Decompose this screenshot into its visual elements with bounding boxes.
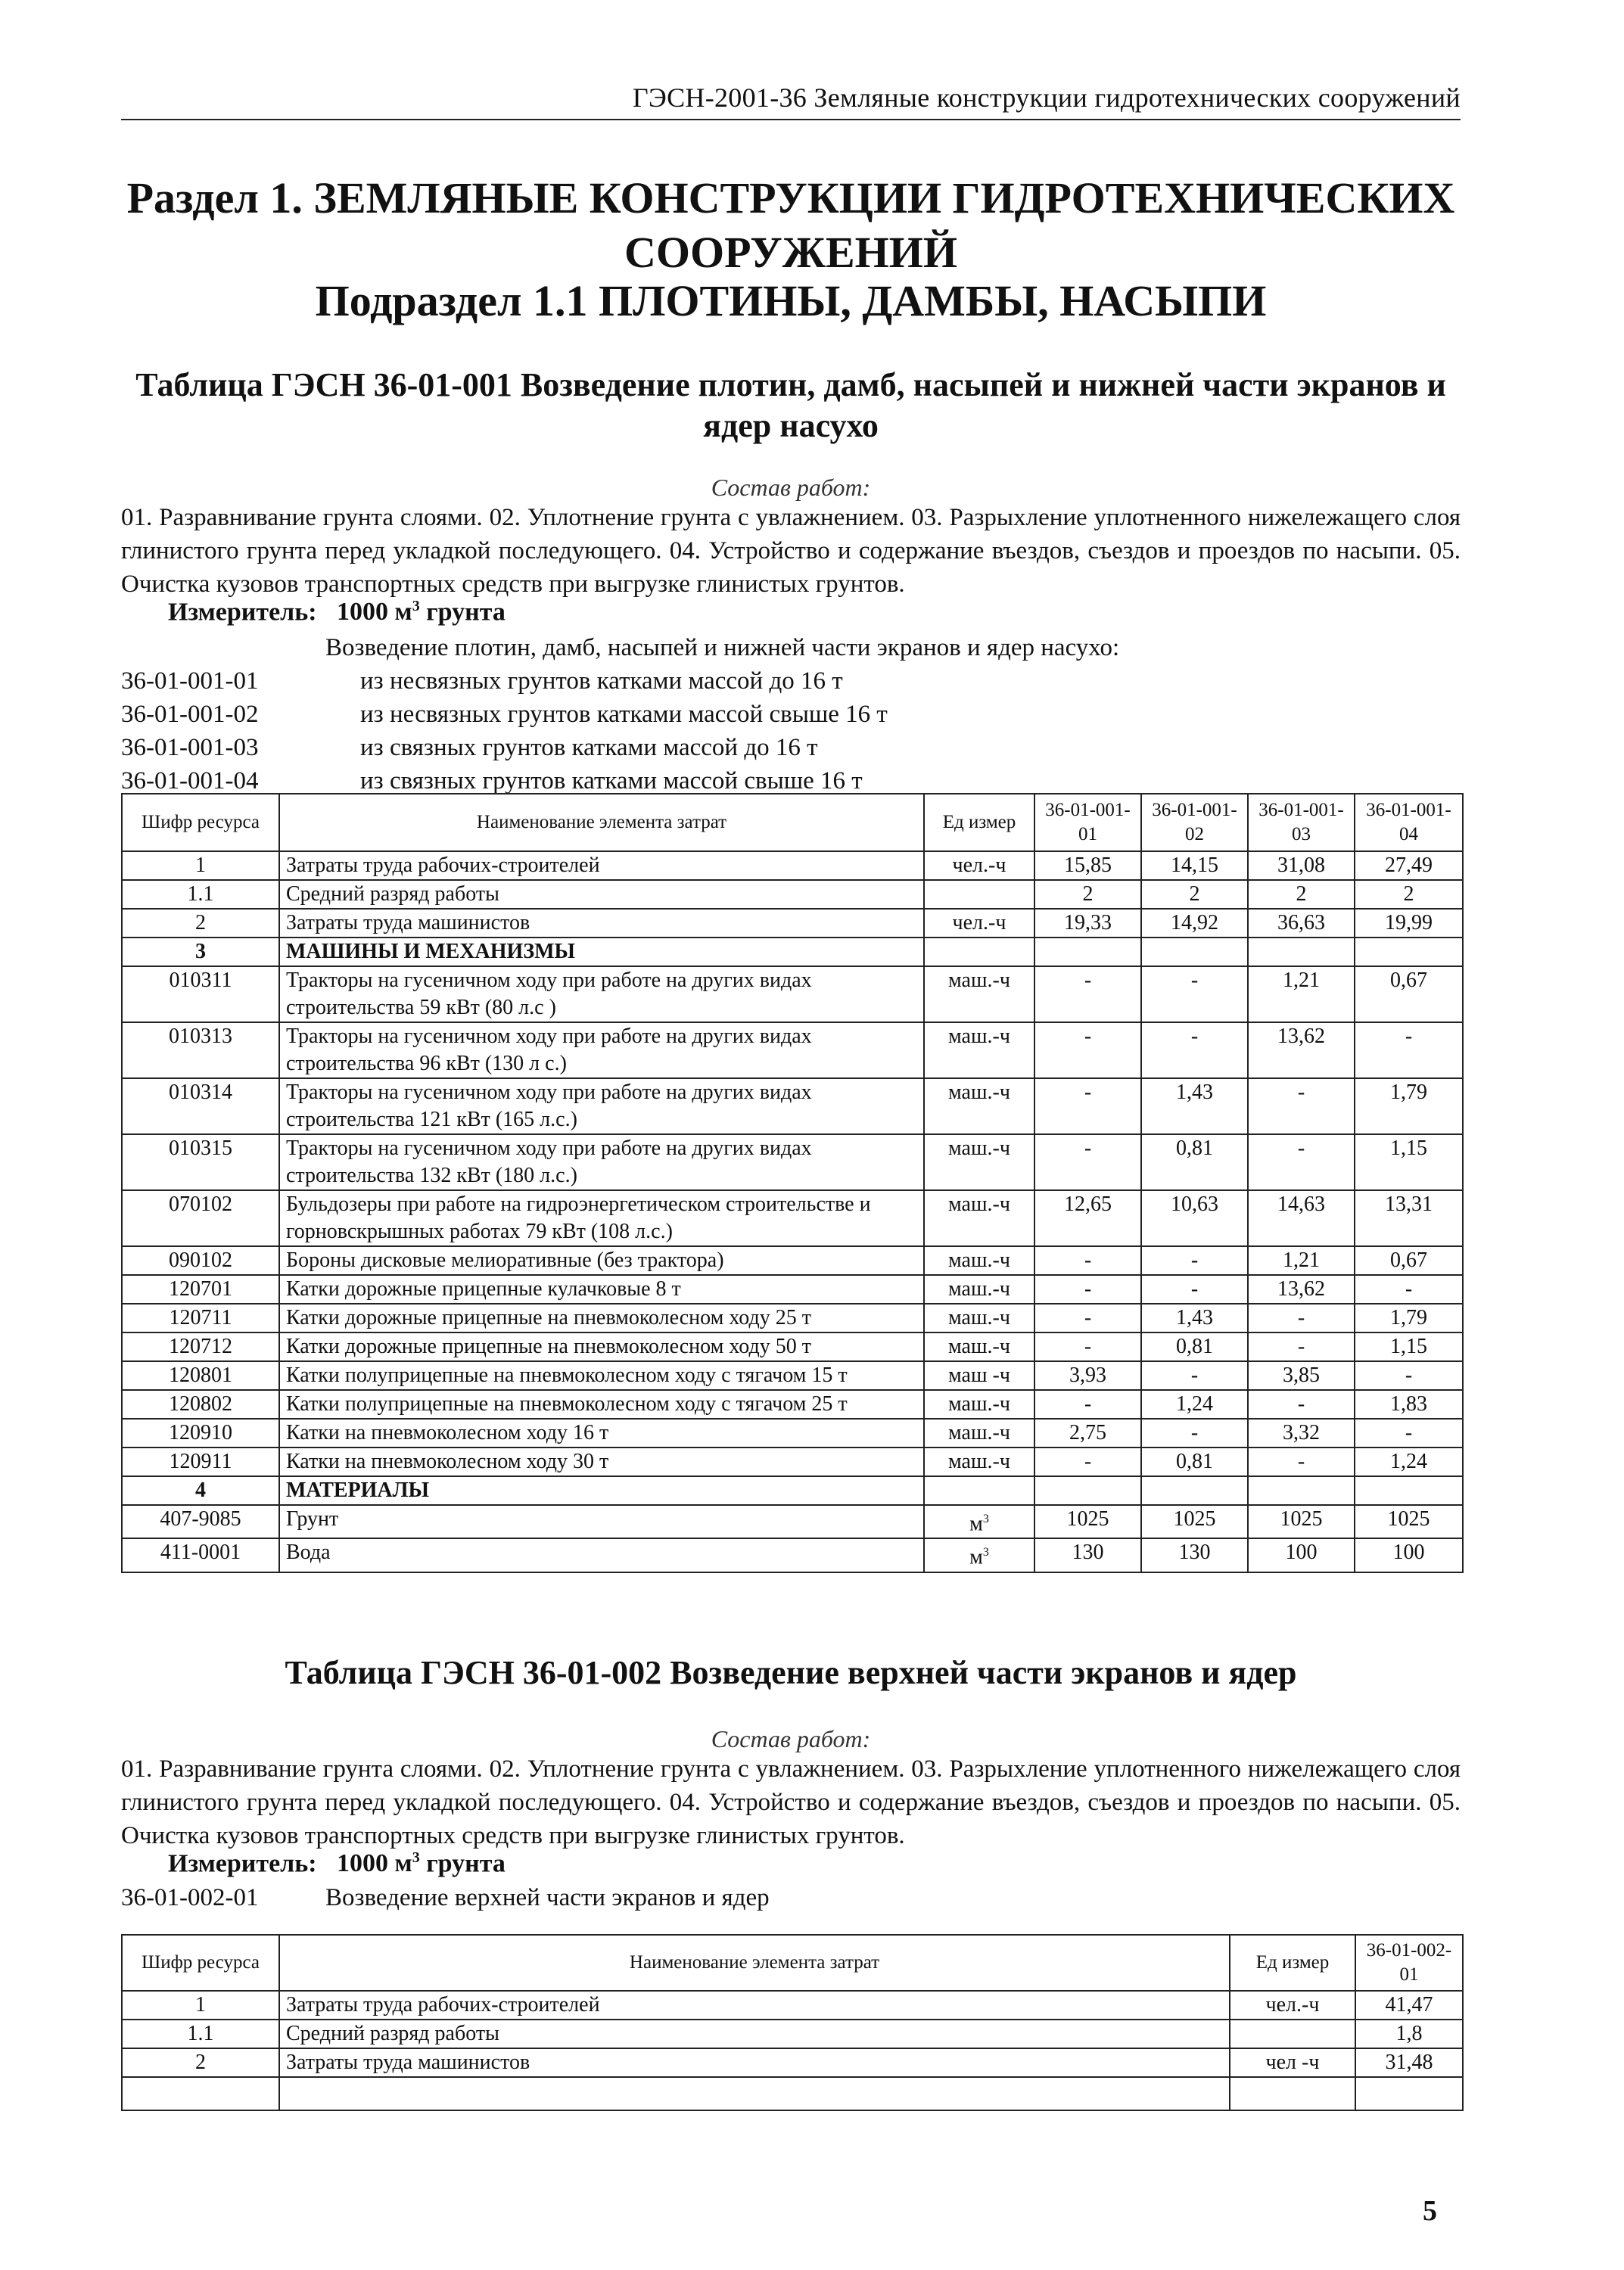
value-cell-2: 0,81 — [1141, 1448, 1248, 1476]
value-cell-2 — [1141, 938, 1248, 966]
value-cell-4 — [1355, 1476, 1463, 1505]
unit-cell — [924, 966, 1034, 1022]
norm-code: 36-01-001-04 — [121, 767, 259, 794]
value-cell-2: 2 — [1141, 880, 1248, 909]
table-row — [122, 1022, 1463, 1078]
value-cell-2: 0,81 — [1141, 1332, 1248, 1361]
value-cell-2: - — [1141, 1246, 1248, 1275]
unit-text: маш.-ч — [948, 1248, 1010, 1272]
value-cell-4: 100 — [1355, 1538, 1463, 1572]
table2-resource-table — [121, 1934, 1464, 2111]
unit-cell — [924, 1419, 1034, 1448]
value-cell-4: - — [1355, 1275, 1463, 1304]
unit-cell: чел.-ч — [1230, 1991, 1355, 2020]
unit-cell: чел -ч — [1230, 2048, 1355, 2077]
unit-text: маш.-ч — [948, 969, 1010, 992]
unit-cell — [924, 909, 1034, 938]
norm-row — [121, 698, 1461, 731]
value-cell-2: 0,81 — [1141, 1134, 1248, 1190]
unit-text: маш -ч — [948, 1364, 1010, 1387]
value-cell-3: - — [1248, 1078, 1355, 1134]
resource-code-cell: 120801 — [122, 1361, 279, 1390]
resource-name-cell: Тракторы на гусеничном ходу при работе на других видах строительства 121 кВт (165 л.с.) — [279, 1078, 924, 1134]
empty-cell — [122, 2077, 279, 2110]
unit-cell — [924, 1078, 1034, 1134]
subsection-title: Подраздел 1.1 ПЛОТИНЫ, ДАМБЫ, НАСЫПИ — [315, 276, 1267, 325]
value-cell-2: - — [1141, 1275, 1248, 1304]
table2-measure — [168, 1849, 506, 1878]
value-cell-2: 130 — [1141, 1538, 1248, 1572]
value-cell-1: - — [1034, 1304, 1141, 1332]
value-cell-2: 1,43 — [1141, 1078, 1248, 1134]
header-col-1: 36-01-001-01 — [1034, 794, 1141, 851]
unit-cell — [924, 1476, 1034, 1505]
table2-norm-row — [121, 1881, 1461, 1914]
table-row — [122, 851, 1463, 880]
table1-works-text: 01. Разравнивание грунта слоями. 02. Уплотнение грунта с увлажнением. 03. Разрыхление уплотненного нижележащего слоя глинистого грунта перед укладкой последующего. 04. Устройство и содержание въездов, съездов и проездов по насыпи. 05. Очистка кузовов транспортных средств при выгрузке глинистых грунтов. — [121, 504, 1461, 598]
norm-desc: из несвязных грунтов катками массой до 16 т — [360, 667, 843, 695]
unit-cell — [924, 1390, 1034, 1419]
value-cell-4 — [1355, 938, 1463, 966]
resource-code-cell: 120701 — [122, 1275, 279, 1304]
resource-code-cell: 010313 — [122, 1022, 279, 1078]
value-cell-3 — [1248, 938, 1355, 966]
resource-code-cell: 411-0001 — [122, 1538, 279, 1572]
norm-code: 36-01-001-03 — [121, 734, 259, 761]
value-cell-1: - — [1034, 1246, 1141, 1275]
header-col-4: 36-01-001-04 — [1355, 794, 1463, 851]
resource-code-cell: 010314 — [122, 1078, 279, 1134]
unit-text: чел.-ч — [952, 911, 1006, 934]
unit-text: м — [969, 1545, 983, 1569]
resource-code-cell: 010311 — [122, 966, 279, 1022]
table-row — [122, 909, 1463, 938]
unit-cell — [1230, 2020, 1355, 2048]
header-col-2: 36-01-001-02 — [1141, 794, 1248, 851]
norm-code: 36-01-001-02 — [121, 701, 259, 728]
unit-cell — [924, 1022, 1034, 1078]
empty-cell — [279, 2077, 1230, 2110]
measure-tail: грунта — [419, 598, 506, 627]
value-cell-1 — [1034, 1476, 1141, 1505]
unit-cell — [924, 1246, 1034, 1275]
value-cell-4: 1,79 — [1355, 1078, 1463, 1134]
table-row — [122, 1246, 1463, 1275]
norm-code: 36-01-002-01 — [121, 1884, 259, 1911]
norm-desc: Возведение верхней части экранов и ядер — [325, 1884, 770, 1911]
value-cell-1: 12,65 — [1034, 1190, 1141, 1246]
value-cell-2: 14,92 — [1141, 909, 1248, 938]
value-cell-2: 10,63 — [1141, 1190, 1248, 1246]
resource-name-cell: Тракторы на гусеничном ходу при работе на других видах строительства 96 кВт (130 л с.) — [279, 1022, 924, 1078]
unit-power: 3 — [982, 1546, 989, 1559]
unit-text: маш.-ч — [948, 1335, 1010, 1358]
table-row — [122, 1476, 1463, 1505]
resource-name-cell: Затраты труда машинистов — [279, 2048, 1230, 2077]
unit-cell — [924, 1332, 1034, 1361]
unit-cell — [924, 1304, 1034, 1332]
value-cell-1: - — [1034, 1448, 1141, 1476]
resource-name-cell: Затраты труда рабочих-строителей — [279, 851, 924, 880]
resource-code-cell: 1.1 — [122, 880, 279, 909]
resource-code-cell: 2 — [122, 909, 279, 938]
value-cell-4: 2 — [1355, 880, 1463, 909]
value-cell-3: 1,21 — [1248, 1246, 1355, 1275]
table-row — [122, 1448, 1463, 1476]
value-cell-1: - — [1034, 966, 1141, 1022]
measure-label: Измеритель: — [168, 1849, 317, 1878]
table-row — [122, 1190, 1463, 1246]
value-cell-2: 1025 — [1141, 1505, 1248, 1538]
table-row — [122, 1275, 1463, 1304]
norm-desc: из несвязных грунтов катками массой свыше 16 т — [360, 701, 888, 728]
unit-power: 3 — [982, 1513, 989, 1525]
unit-cell — [924, 938, 1034, 966]
value-cell-4: 1,15 — [1355, 1134, 1463, 1190]
value-cell-4: - — [1355, 1022, 1463, 1078]
value-cell-2: 1,43 — [1141, 1304, 1248, 1332]
unit-cell — [924, 1448, 1034, 1476]
value-cell-4: 1025 — [1355, 1505, 1463, 1538]
resource-code-cell: 1 — [122, 1991, 279, 2020]
unit-text: маш.-ч — [948, 1081, 1010, 1104]
value-cell-3: 1025 — [1248, 1505, 1355, 1538]
value-cell-3: - — [1248, 1390, 1355, 1419]
table-row — [122, 1538, 1463, 1572]
resource-code-cell: 4 — [122, 1476, 279, 1505]
unit-cell — [924, 880, 1034, 909]
value-cell-2: 14,15 — [1141, 851, 1248, 880]
resource-name-cell: Тракторы на гусеничном ходу при работе на других видах строительства 132 кВт (180 л.с.) — [279, 1134, 924, 1190]
value-cell-1: - — [1034, 1275, 1141, 1304]
resource-code-cell: 120911 — [122, 1448, 279, 1476]
value-cell-1: - — [1034, 1134, 1141, 1190]
header-name: Наименование элемента затрат — [279, 794, 924, 851]
value-cell-3: - — [1248, 1134, 1355, 1190]
value-cell-4: 0,67 — [1355, 966, 1463, 1022]
table2-works-caption: Состав работ: — [711, 1725, 871, 1752]
value-cell-4: 1,83 — [1355, 1390, 1463, 1419]
resource-code-cell: 120712 — [122, 1332, 279, 1361]
table-row — [122, 1390, 1463, 1419]
table-filler-row — [122, 2077, 1463, 2110]
value-cell-1: - — [1034, 1022, 1141, 1078]
unit-text: м — [969, 1512, 983, 1536]
resource-name-cell: МАШИНЫ И МЕХАНИЗМЫ — [279, 938, 924, 966]
header-divider — [121, 119, 1461, 120]
measure-unit-power: 3 — [412, 1849, 420, 1866]
unit-text: маш.-ч — [948, 1137, 1010, 1160]
table-row — [122, 1991, 1463, 2020]
table-row — [122, 1505, 1463, 1538]
header-unit: Ед измер — [924, 794, 1034, 851]
value-cell-3: 2 — [1248, 880, 1355, 909]
resource-name-cell: Средний разряд работы — [279, 880, 924, 909]
resource-code-cell: 070102 — [122, 1190, 279, 1246]
unit-cell — [924, 1190, 1034, 1246]
resource-name-cell: Затраты труда рабочих-строителей — [279, 1991, 1230, 2020]
value-cell-3: - — [1248, 1304, 1355, 1332]
resource-code-cell: 2 — [122, 2048, 279, 2077]
value-cell-3: 13,62 — [1248, 1275, 1355, 1304]
table-row — [122, 2020, 1463, 2048]
resource-code-cell: 120711 — [122, 1304, 279, 1332]
norm-desc: из связных грунтов катками массой до 16 т — [360, 734, 818, 761]
unit-cell — [924, 1361, 1034, 1390]
value-cell-1: 130 — [1034, 1538, 1141, 1572]
value-cell-2: - — [1141, 1361, 1248, 1390]
measure-tail: грунта — [419, 1849, 506, 1878]
unit-text: маш.-ч — [948, 1450, 1010, 1473]
resource-code-cell: 120910 — [122, 1419, 279, 1448]
value-cell-3: - — [1248, 1448, 1355, 1476]
table2-title: Таблица ГЭСН 36-01-002 Возведение верхней части экранов и ядер — [285, 1654, 1297, 1691]
header-unit: Ед измер — [1230, 1935, 1355, 1991]
value-cell-1: 31,48 — [1355, 2048, 1463, 2077]
value-cell-4: 0,67 — [1355, 1246, 1463, 1275]
unit-text: маш.-ч — [948, 1421, 1010, 1444]
table-row — [122, 938, 1463, 966]
table-row — [122, 1419, 1463, 1448]
table2-works-text: 01. Разравнивание грунта слоями. 02. Уплотнение грунта с увлажнением. 03. Разрыхление уплотненного нижележащего слоя глинистого грунта перед укладкой последующего. 04. Устройство и содержание въездов, съездов и проездов по насыпи. 05. Очистка кузовов транспортных средств при выгрузке глинистых грунтов. — [121, 1755, 1461, 1849]
value-cell-2: - — [1141, 966, 1248, 1022]
unit-text: маш.-ч — [948, 1193, 1010, 1216]
table-row — [122, 880, 1463, 909]
value-cell-3 — [1248, 1476, 1355, 1505]
value-cell-1: - — [1034, 1332, 1141, 1361]
value-cell-1: 1,8 — [1355, 2020, 1463, 2048]
unit-cell — [924, 1134, 1034, 1190]
unit-text: чел.-ч — [952, 854, 1006, 877]
value-cell-4: 13,31 — [1355, 1190, 1463, 1246]
resource-name-cell: Катки на пневмоколесном ходу 30 т — [279, 1448, 924, 1476]
measure-label: Измеритель: — [168, 598, 317, 627]
value-cell-4: - — [1355, 1419, 1463, 1448]
unit-text: маш.-ч — [948, 1306, 1010, 1329]
value-cell-3: 14,63 — [1248, 1190, 1355, 1246]
unit-text: маш.-ч — [948, 1392, 1010, 1416]
value-cell-4: 19,99 — [1355, 909, 1463, 938]
table1-works-caption: Состав работ: — [711, 474, 871, 501]
section-title: Раздел 1. ЗЕМЛЯНЫЕ КОНСТРУКЦИИ ГИДРОТЕХНИЧЕСКИХ СООРУЖЕНИЙ — [126, 173, 1455, 277]
resource-name-cell: Бульдозеры при работе на гидроэнергетическом строительстве и горновскрышных работах 79 кВт (108 л.с.) — [279, 1190, 924, 1246]
value-cell-3: 3,32 — [1248, 1419, 1355, 1448]
resource-code-cell: 3 — [122, 938, 279, 966]
resource-name-cell: Катки полуприцепные на пневмоколесном ходу с тягачом 15 т — [279, 1361, 924, 1390]
value-cell-1: 3,93 — [1034, 1361, 1141, 1390]
resource-name-cell: Грунт — [279, 1505, 924, 1538]
resource-name-cell: Средний разряд работы — [279, 2020, 1230, 2048]
resource-code-cell: 1.1 — [122, 2020, 279, 2048]
resource-name-cell: Катки на пневмоколесном ходу 16 т — [279, 1419, 924, 1448]
table1-intro: Возведение плотин, дамб, насыпей и нижней части экранов и ядер насухо: — [325, 634, 1120, 661]
norm-row — [121, 664, 1461, 698]
value-cell-4: - — [1355, 1361, 1463, 1390]
header-code: Шифр ресурса — [122, 1935, 279, 1991]
unit-text: маш.-ч — [948, 1025, 1010, 1048]
value-cell-2: - — [1141, 1419, 1248, 1448]
unit-cell — [924, 1275, 1034, 1304]
value-cell-4: 1,15 — [1355, 1332, 1463, 1361]
value-cell-3: 31,08 — [1248, 851, 1355, 880]
resource-name-cell: Тракторы на гусеничном ходу при работе на других видах строительства 59 кВт (80 л.с ) — [279, 966, 924, 1022]
header-col-1: 36-01-002-01 — [1355, 1935, 1463, 1991]
value-cell-1: 1025 — [1034, 1505, 1141, 1538]
value-cell-1 — [1034, 938, 1141, 966]
value-cell-4: 27,49 — [1355, 851, 1463, 880]
value-cell-2 — [1141, 1476, 1248, 1505]
value-cell-2: - — [1141, 1022, 1248, 1078]
resource-name-cell: Вода — [279, 1538, 924, 1572]
value-cell-1: 2,75 — [1034, 1419, 1141, 1448]
value-cell-3: 36,63 — [1248, 909, 1355, 938]
resource-name-cell: Катки полуприцепные на пневмоколесном ходу с тягачом 25 т — [279, 1390, 924, 1419]
resource-name-cell: Катки дорожные прицепные на пневмоколесном ходу 25 т — [279, 1304, 924, 1332]
value-cell-3: 3,85 — [1248, 1361, 1355, 1390]
table1-resource-table — [121, 793, 1464, 1573]
value-cell-1: - — [1034, 1390, 1141, 1419]
value-cell-1: 19,33 — [1034, 909, 1141, 938]
value-cell-2: 1,24 — [1141, 1390, 1248, 1419]
table-row — [122, 1134, 1463, 1190]
unit-cell — [924, 851, 1034, 880]
resource-code-cell: 120802 — [122, 1390, 279, 1419]
empty-cell — [1355, 2077, 1463, 2110]
measure-value: 1000 м — [337, 1849, 412, 1878]
norm-code: 36-01-001-01 — [121, 667, 259, 695]
empty-cell — [1230, 2077, 1355, 2110]
value-cell-3: 1,21 — [1248, 966, 1355, 1022]
header-col-3: 36-01-001-03 — [1248, 794, 1355, 851]
resource-code-cell: 010315 — [122, 1134, 279, 1190]
value-cell-1: 2 — [1034, 880, 1141, 909]
resource-name-cell: Бороны дисковые мелиоративные (без трактора) — [279, 1246, 924, 1275]
value-cell-3: 100 — [1248, 1538, 1355, 1572]
resource-name-cell: Катки дорожные прицепные кулачковые 8 т — [279, 1275, 924, 1304]
page-number: 5 — [1423, 2195, 1437, 2227]
resource-code-cell: 407-9085 — [122, 1505, 279, 1538]
norm-desc: из связных грунтов катками массой свыше 16 т — [360, 767, 863, 794]
value-cell-4: 1,79 — [1355, 1304, 1463, 1332]
resource-code-cell: 1 — [122, 851, 279, 880]
unit-cell — [924, 1505, 1034, 1538]
value-cell-3: 13,62 — [1248, 1022, 1355, 1078]
value-cell-1: - — [1034, 1078, 1141, 1134]
table-row — [122, 1304, 1463, 1332]
running-header: ГЭСН-2001-36 Земляные конструкции гидротехнических сооружений — [632, 82, 1461, 113]
unit-cell — [924, 1538, 1034, 1572]
table-row — [122, 2048, 1463, 2077]
value-cell-3: - — [1248, 1332, 1355, 1361]
table-row — [122, 1332, 1463, 1361]
value-cell-1: 41,47 — [1355, 1991, 1463, 2020]
table1-measure — [168, 598, 506, 627]
norm-row — [121, 731, 1461, 764]
table1-title: Таблица ГЭСН 36-01-001 Возведение плотин, дамб, насыпей и нижней части экранов и ядер насухо — [135, 366, 1446, 444]
unit-text: маш.-ч — [948, 1277, 1010, 1301]
measure-value: 1000 м — [337, 598, 412, 627]
value-cell-1: 15,85 — [1034, 851, 1141, 880]
table-row — [122, 1078, 1463, 1134]
measure-unit-power: 3 — [412, 598, 420, 614]
resource-name-cell: Катки дорожные прицепные на пневмоколесном ходу 50 т — [279, 1332, 924, 1361]
resource-name-cell: Затраты труда машинистов — [279, 909, 924, 938]
value-cell-4: 1,24 — [1355, 1448, 1463, 1476]
table-row — [122, 966, 1463, 1022]
table-row — [122, 1361, 1463, 1390]
header-code: Шифр ресурса — [122, 794, 279, 851]
header-name: Наименование элемента затрат — [279, 1935, 1230, 1991]
resource-code-cell: 090102 — [122, 1246, 279, 1275]
resource-name-cell: МАТЕРИАЛЫ — [279, 1476, 924, 1505]
